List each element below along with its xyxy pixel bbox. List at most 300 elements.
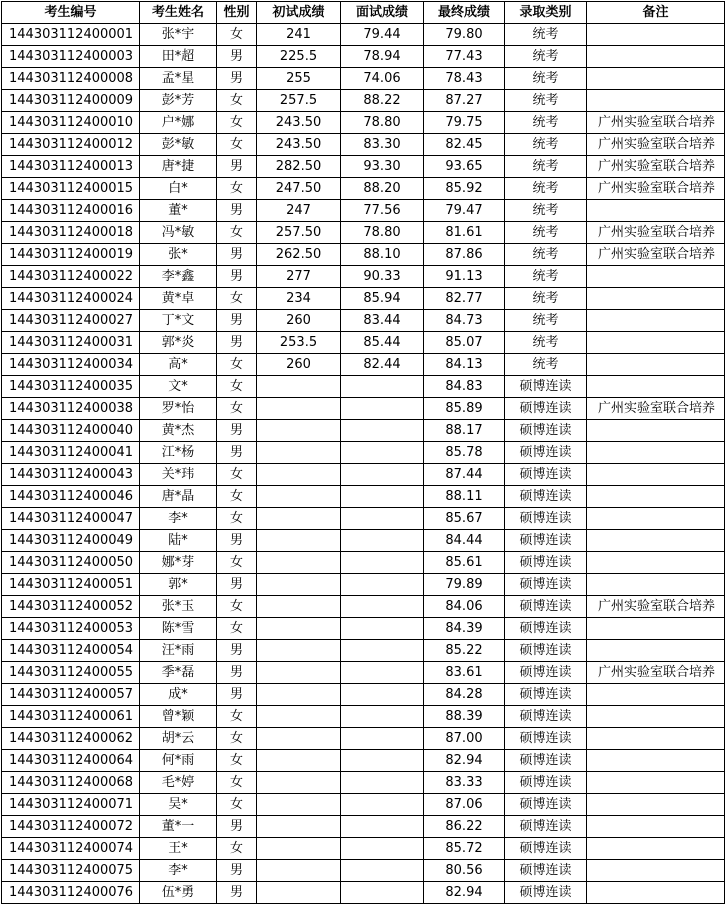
cell-final-score: 84.28 xyxy=(424,684,505,706)
cell-admission-type: 硕博连读 xyxy=(505,662,587,684)
cell-final-score: 79.80 xyxy=(424,24,505,46)
cell-gender: 女 xyxy=(217,838,257,860)
cell-candidate-name: 张*宇 xyxy=(140,24,217,46)
cell-interview-score: 78.94 xyxy=(341,46,424,68)
cell-final-score: 84.06 xyxy=(424,596,505,618)
cell-prelim-score: 257.50 xyxy=(257,222,341,244)
cell-remarks xyxy=(587,376,725,398)
cell-admission-type: 统考 xyxy=(505,112,587,134)
cell-candidate-id: 144303112400052 xyxy=(2,596,140,618)
table-row xyxy=(2,596,725,618)
cell-gender: 男 xyxy=(217,46,257,68)
cell-remarks xyxy=(587,68,725,90)
table-row xyxy=(2,244,725,266)
cell-gender: 男 xyxy=(217,156,257,178)
cell-final-score: 84.39 xyxy=(424,618,505,640)
cell-remarks xyxy=(587,706,725,728)
cell-admission-type: 硕博连读 xyxy=(505,618,587,640)
cell-candidate-name: 季*磊 xyxy=(140,662,217,684)
cell-candidate-name: 陈*雪 xyxy=(140,618,217,640)
cell-remarks xyxy=(587,486,725,508)
cell-candidate-id: 144303112400041 xyxy=(2,442,140,464)
cell-admission-type: 统考 xyxy=(505,156,587,178)
table-row xyxy=(2,728,725,750)
cell-final-score: 85.07 xyxy=(424,332,505,354)
cell-candidate-id: 144303112400075 xyxy=(2,860,140,882)
cell-candidate-id: 144303112400012 xyxy=(2,134,140,156)
cell-interview-score: 83.30 xyxy=(341,134,424,156)
cell-candidate-id: 144303112400013 xyxy=(2,156,140,178)
table-row xyxy=(2,552,725,574)
cell-interview-score xyxy=(341,486,424,508)
cell-admission-type: 硕博连读 xyxy=(505,684,587,706)
table-row xyxy=(2,508,725,530)
cell-interview-score: 78.80 xyxy=(341,222,424,244)
cell-interview-score xyxy=(341,772,424,794)
cell-candidate-name: 汪*雨 xyxy=(140,640,217,662)
cell-candidate-name: 曾*颖 xyxy=(140,706,217,728)
cell-admission-type: 统考 xyxy=(505,178,587,200)
cell-candidate-name: 娜*芽 xyxy=(140,552,217,574)
cell-remarks xyxy=(587,332,725,354)
header-admission-type: 录取类别 xyxy=(505,2,587,24)
cell-prelim-score: 257.5 xyxy=(257,90,341,112)
cell-candidate-id: 144303112400061 xyxy=(2,706,140,728)
cell-prelim-score: 253.5 xyxy=(257,332,341,354)
cell-gender: 男 xyxy=(217,244,257,266)
cell-gender: 女 xyxy=(217,706,257,728)
cell-gender: 女 xyxy=(217,178,257,200)
table-row xyxy=(2,530,725,552)
cell-interview-score xyxy=(341,442,424,464)
cell-prelim-score xyxy=(257,706,341,728)
cell-remarks xyxy=(587,860,725,882)
cell-final-score: 86.22 xyxy=(424,816,505,838)
cell-remarks: 广州实验室联合培养 xyxy=(587,222,725,244)
cell-remarks xyxy=(587,46,725,68)
cell-candidate-name: 郭* xyxy=(140,574,217,596)
cell-interview-score xyxy=(341,398,424,420)
cell-gender: 男 xyxy=(217,882,257,904)
cell-gender: 女 xyxy=(217,112,257,134)
cell-admission-type: 统考 xyxy=(505,288,587,310)
cell-final-score: 84.83 xyxy=(424,376,505,398)
cell-admission-type: 统考 xyxy=(505,68,587,90)
cell-gender: 女 xyxy=(217,134,257,156)
cell-prelim-score xyxy=(257,596,341,618)
header-row xyxy=(2,2,725,24)
cell-interview-score: 74.06 xyxy=(341,68,424,90)
cell-candidate-id: 144303112400054 xyxy=(2,640,140,662)
cell-candidate-name: 吴* xyxy=(140,794,217,816)
cell-gender: 女 xyxy=(217,354,257,376)
cell-candidate-name: 李*鑫 xyxy=(140,266,217,288)
cell-final-score: 85.92 xyxy=(424,178,505,200)
cell-candidate-id: 144303112400034 xyxy=(2,354,140,376)
cell-admission-type: 硕博连读 xyxy=(505,464,587,486)
cell-final-score: 88.17 xyxy=(424,420,505,442)
cell-prelim-score: 255 xyxy=(257,68,341,90)
cell-candidate-id: 144303112400057 xyxy=(2,684,140,706)
cell-gender: 男 xyxy=(217,310,257,332)
cell-candidate-id: 144303112400043 xyxy=(2,464,140,486)
cell-candidate-name: 户*娜 xyxy=(140,112,217,134)
cell-candidate-id: 144303112400072 xyxy=(2,816,140,838)
cell-prelim-score: 225.5 xyxy=(257,46,341,68)
cell-candidate-id: 144303112400019 xyxy=(2,244,140,266)
cell-interview-score: 83.44 xyxy=(341,310,424,332)
cell-candidate-name: 孟*星 xyxy=(140,68,217,90)
cell-candidate-name: 董*一 xyxy=(140,816,217,838)
cell-candidate-name: 黄*杰 xyxy=(140,420,217,442)
cell-admission-type: 硕博连读 xyxy=(505,882,587,904)
cell-candidate-name: 彭*芳 xyxy=(140,90,217,112)
cell-prelim-score xyxy=(257,420,341,442)
cell-admission-type: 统考 xyxy=(505,266,587,288)
cell-admission-type: 统考 xyxy=(505,134,587,156)
cell-admission-type: 统考 xyxy=(505,46,587,68)
cell-prelim-score xyxy=(257,508,341,530)
cell-remarks xyxy=(587,354,725,376)
table-row xyxy=(2,134,725,156)
table-row xyxy=(2,200,725,222)
cell-gender: 女 xyxy=(217,288,257,310)
cell-interview-score: 88.10 xyxy=(341,244,424,266)
cell-gender: 女 xyxy=(217,24,257,46)
cell-gender: 男 xyxy=(217,530,257,552)
cell-interview-score xyxy=(341,640,424,662)
cell-remarks: 广州实验室联合培养 xyxy=(587,398,725,420)
table-row xyxy=(2,68,725,90)
cell-final-score: 78.43 xyxy=(424,68,505,90)
cell-prelim-score xyxy=(257,816,341,838)
cell-remarks xyxy=(587,816,725,838)
cell-prelim-score: 241 xyxy=(257,24,341,46)
table-row xyxy=(2,860,725,882)
cell-candidate-name: 关*玮 xyxy=(140,464,217,486)
cell-admission-type: 统考 xyxy=(505,24,587,46)
cell-candidate-id: 144303112400016 xyxy=(2,200,140,222)
cell-candidate-id: 144303112400018 xyxy=(2,222,140,244)
table-row xyxy=(2,376,725,398)
table-row xyxy=(2,112,725,134)
table-row xyxy=(2,882,725,904)
cell-final-score: 88.39 xyxy=(424,706,505,728)
table-row xyxy=(2,684,725,706)
cell-remarks: 广州实验室联合培养 xyxy=(587,244,725,266)
cell-prelim-score xyxy=(257,486,341,508)
table-row xyxy=(2,222,725,244)
cell-gender: 男 xyxy=(217,68,257,90)
cell-candidate-id: 144303112400015 xyxy=(2,178,140,200)
cell-candidate-id: 144303112400051 xyxy=(2,574,140,596)
cell-candidate-id: 144303112400047 xyxy=(2,508,140,530)
cell-final-score: 79.89 xyxy=(424,574,505,596)
cell-prelim-score xyxy=(257,398,341,420)
cell-prelim-score xyxy=(257,376,341,398)
cell-remarks xyxy=(587,24,725,46)
cell-candidate-id: 144303112400053 xyxy=(2,618,140,640)
cell-prelim-score xyxy=(257,662,341,684)
table-row xyxy=(2,706,725,728)
cell-prelim-score xyxy=(257,640,341,662)
cell-prelim-score xyxy=(257,882,341,904)
table-row xyxy=(2,266,725,288)
cell-candidate-id: 144303112400031 xyxy=(2,332,140,354)
cell-interview-score xyxy=(341,816,424,838)
cell-admission-type: 硕博连读 xyxy=(505,420,587,442)
cell-candidate-name: 江*杨 xyxy=(140,442,217,464)
cell-interview-score xyxy=(341,750,424,772)
cell-prelim-score: 243.50 xyxy=(257,134,341,156)
cell-admission-type: 硕博连读 xyxy=(505,640,587,662)
cell-candidate-name: 李* xyxy=(140,860,217,882)
cell-interview-score: 85.44 xyxy=(341,332,424,354)
cell-prelim-score xyxy=(257,794,341,816)
cell-final-score: 79.47 xyxy=(424,200,505,222)
cell-final-score: 85.89 xyxy=(424,398,505,420)
cell-candidate-name: 郭*炎 xyxy=(140,332,217,354)
cell-candidate-name: 田*超 xyxy=(140,46,217,68)
table-row xyxy=(2,156,725,178)
cell-interview-score xyxy=(341,728,424,750)
cell-prelim-score: 277 xyxy=(257,266,341,288)
cell-candidate-name: 文* xyxy=(140,376,217,398)
cell-final-score: 84.73 xyxy=(424,310,505,332)
cell-remarks: 广州实验室联合培养 xyxy=(587,596,725,618)
cell-admission-type: 硕博连读 xyxy=(505,596,587,618)
cell-final-score: 82.94 xyxy=(424,750,505,772)
cell-prelim-score xyxy=(257,574,341,596)
cell-candidate-id: 144303112400076 xyxy=(2,882,140,904)
cell-final-score: 84.44 xyxy=(424,530,505,552)
cell-final-score: 85.22 xyxy=(424,640,505,662)
cell-candidate-id: 144303112400074 xyxy=(2,838,140,860)
table-row xyxy=(2,574,725,596)
table-row xyxy=(2,354,725,376)
cell-admission-type: 硕博连读 xyxy=(505,816,587,838)
cell-gender: 女 xyxy=(217,398,257,420)
cell-admission-type: 统考 xyxy=(505,222,587,244)
cell-remarks xyxy=(587,882,725,904)
cell-remarks: 广州实验室联合培养 xyxy=(587,134,725,156)
cell-final-score: 87.44 xyxy=(424,464,505,486)
cell-gender: 女 xyxy=(217,596,257,618)
cell-admission-type: 硕博连读 xyxy=(505,508,587,530)
cell-candidate-id: 144303112400027 xyxy=(2,310,140,332)
cell-interview-score xyxy=(341,508,424,530)
cell-candidate-id: 144303112400008 xyxy=(2,68,140,90)
cell-candidate-name: 胡*云 xyxy=(140,728,217,750)
cell-final-score: 91.13 xyxy=(424,266,505,288)
cell-prelim-score xyxy=(257,728,341,750)
header-prelim-score: 初试成绩 xyxy=(257,2,341,24)
table-row xyxy=(2,420,725,442)
cell-prelim-score: 243.50 xyxy=(257,112,341,134)
table-row xyxy=(2,464,725,486)
cell-gender: 女 xyxy=(217,750,257,772)
cell-gender: 男 xyxy=(217,574,257,596)
cell-gender: 女 xyxy=(217,728,257,750)
table-row xyxy=(2,46,725,68)
cell-gender: 女 xyxy=(217,464,257,486)
cell-gender: 男 xyxy=(217,420,257,442)
cell-final-score: 85.78 xyxy=(424,442,505,464)
cell-gender: 男 xyxy=(217,640,257,662)
cell-candidate-name: 张* xyxy=(140,244,217,266)
cell-candidate-name: 成* xyxy=(140,684,217,706)
cell-interview-score xyxy=(341,860,424,882)
admission-results-table xyxy=(1,1,725,904)
cell-remarks xyxy=(587,618,725,640)
cell-admission-type: 硕博连读 xyxy=(505,486,587,508)
cell-candidate-id: 144303112400050 xyxy=(2,552,140,574)
cell-admission-type: 统考 xyxy=(505,354,587,376)
cell-gender: 女 xyxy=(217,222,257,244)
cell-interview-score: 77.56 xyxy=(341,200,424,222)
cell-prelim-score: 282.50 xyxy=(257,156,341,178)
cell-gender: 女 xyxy=(217,794,257,816)
cell-remarks xyxy=(587,838,725,860)
cell-candidate-id: 144303112400022 xyxy=(2,266,140,288)
table-body xyxy=(2,24,725,904)
cell-final-score: 80.56 xyxy=(424,860,505,882)
table-row xyxy=(2,90,725,112)
cell-prelim-score: 247.50 xyxy=(257,178,341,200)
cell-interview-score xyxy=(341,574,424,596)
cell-admission-type: 统考 xyxy=(505,332,587,354)
cell-prelim-score xyxy=(257,552,341,574)
cell-remarks xyxy=(587,442,725,464)
cell-gender: 女 xyxy=(217,376,257,398)
cell-gender: 女 xyxy=(217,508,257,530)
cell-candidate-name: 陆* xyxy=(140,530,217,552)
cell-prelim-score xyxy=(257,684,341,706)
cell-admission-type: 硕博连读 xyxy=(505,750,587,772)
cell-interview-score xyxy=(341,376,424,398)
cell-admission-type: 统考 xyxy=(505,244,587,266)
header-candidate-name: 考生姓名 xyxy=(140,2,217,24)
cell-admission-type: 硕博连读 xyxy=(505,442,587,464)
cell-candidate-name: 王* xyxy=(140,838,217,860)
table-row xyxy=(2,772,725,794)
cell-candidate-name: 伍*勇 xyxy=(140,882,217,904)
cell-admission-type: 硕博连读 xyxy=(505,728,587,750)
table-row xyxy=(2,178,725,200)
cell-candidate-name: 彭*敏 xyxy=(140,134,217,156)
cell-admission-type: 硕博连读 xyxy=(505,860,587,882)
cell-remarks: 广州实验室联合培养 xyxy=(587,156,725,178)
cell-interview-score: 88.22 xyxy=(341,90,424,112)
cell-candidate-id: 144303112400003 xyxy=(2,46,140,68)
cell-final-score: 93.65 xyxy=(424,156,505,178)
cell-candidate-id: 144303112400001 xyxy=(2,24,140,46)
cell-candidate-id: 144303112400055 xyxy=(2,662,140,684)
cell-final-score: 87.27 xyxy=(424,90,505,112)
cell-remarks xyxy=(587,552,725,574)
cell-interview-score xyxy=(341,838,424,860)
cell-remarks xyxy=(587,288,725,310)
table-row xyxy=(2,838,725,860)
cell-interview-score xyxy=(341,706,424,728)
cell-interview-score: 90.33 xyxy=(341,266,424,288)
cell-gender: 男 xyxy=(217,662,257,684)
cell-candidate-id: 144303112400068 xyxy=(2,772,140,794)
cell-final-score: 83.61 xyxy=(424,662,505,684)
header-candidate-id: 考生编号 xyxy=(2,2,140,24)
cell-remarks xyxy=(587,640,725,662)
cell-prelim-score xyxy=(257,530,341,552)
cell-gender: 女 xyxy=(217,552,257,574)
cell-final-score: 87.06 xyxy=(424,794,505,816)
cell-candidate-name: 何*雨 xyxy=(140,750,217,772)
header-final-score: 最终成绩 xyxy=(424,2,505,24)
cell-gender: 男 xyxy=(217,442,257,464)
cell-gender: 男 xyxy=(217,266,257,288)
cell-interview-score xyxy=(341,420,424,442)
table-row xyxy=(2,332,725,354)
cell-final-score: 87.86 xyxy=(424,244,505,266)
cell-prelim-score: 260 xyxy=(257,310,341,332)
cell-candidate-name: 丁*文 xyxy=(140,310,217,332)
cell-final-score: 77.43 xyxy=(424,46,505,68)
cell-admission-type: 硕博连读 xyxy=(505,794,587,816)
cell-admission-type: 硕博连读 xyxy=(505,574,587,596)
cell-remarks xyxy=(587,530,725,552)
cell-interview-score xyxy=(341,618,424,640)
cell-candidate-id: 144303112400009 xyxy=(2,90,140,112)
cell-candidate-id: 144303112400038 xyxy=(2,398,140,420)
cell-final-score: 82.94 xyxy=(424,882,505,904)
cell-remarks xyxy=(587,574,725,596)
table-row xyxy=(2,310,725,332)
header-interview-score: 面试成绩 xyxy=(341,2,424,24)
cell-final-score: 87.00 xyxy=(424,728,505,750)
table-row xyxy=(2,750,725,772)
cell-candidate-id: 144303112400062 xyxy=(2,728,140,750)
cell-gender: 女 xyxy=(217,772,257,794)
table-row xyxy=(2,398,725,420)
cell-interview-score xyxy=(341,684,424,706)
cell-candidate-id: 144303112400035 xyxy=(2,376,140,398)
table-row xyxy=(2,486,725,508)
table-row xyxy=(2,288,725,310)
cell-remarks xyxy=(587,464,725,486)
cell-remarks xyxy=(587,794,725,816)
cell-final-score: 82.77 xyxy=(424,288,505,310)
cell-candidate-name: 高* xyxy=(140,354,217,376)
cell-interview-score xyxy=(341,552,424,574)
cell-prelim-score xyxy=(257,618,341,640)
cell-admission-type: 硕博连读 xyxy=(505,552,587,574)
cell-candidate-name: 唐*捷 xyxy=(140,156,217,178)
cell-remarks: 广州实验室联合培养 xyxy=(587,112,725,134)
cell-final-score: 84.13 xyxy=(424,354,505,376)
table-row xyxy=(2,794,725,816)
cell-remarks xyxy=(587,508,725,530)
cell-interview-score: 78.80 xyxy=(341,112,424,134)
cell-gender: 男 xyxy=(217,200,257,222)
cell-admission-type: 硕博连读 xyxy=(505,398,587,420)
cell-prelim-score xyxy=(257,750,341,772)
cell-remarks xyxy=(587,266,725,288)
cell-interview-score: 85.94 xyxy=(341,288,424,310)
cell-admission-type: 硕博连读 xyxy=(505,706,587,728)
cell-candidate-id: 144303112400010 xyxy=(2,112,140,134)
cell-final-score: 85.72 xyxy=(424,838,505,860)
cell-remarks: 广州实验室联合培养 xyxy=(587,178,725,200)
cell-admission-type: 硕博连读 xyxy=(505,376,587,398)
